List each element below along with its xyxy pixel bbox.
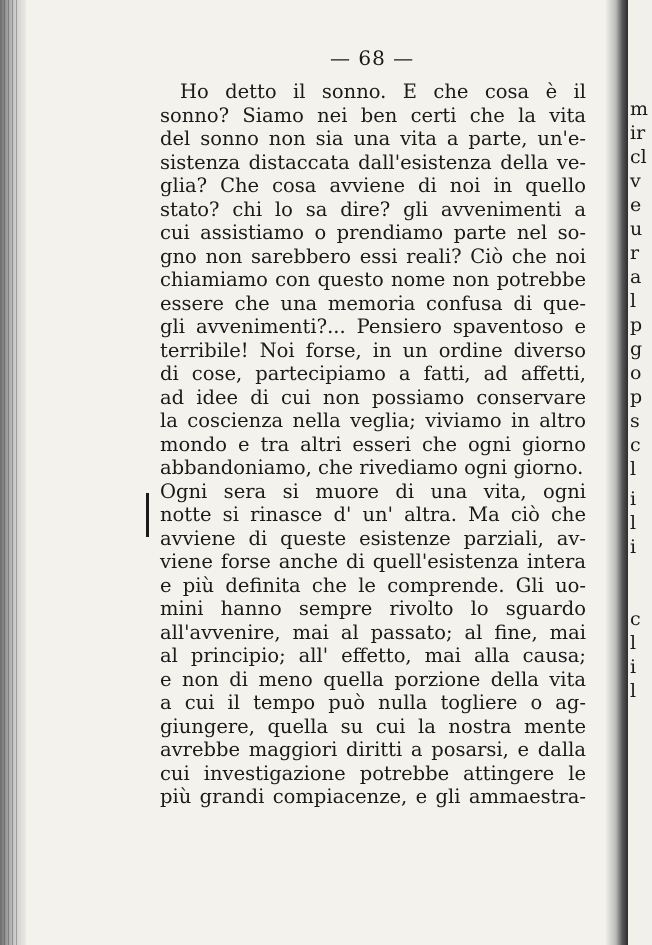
margin-mark	[146, 493, 153, 537]
next-page-edge	[628, 0, 652, 945]
next-page-fragment: a	[630, 266, 642, 288]
text-line: notte si rinasce d' un' altra. Ma ciò che	[160, 503, 586, 526]
text-line: di cose, partecipiamo a fatti, ad affetti,	[160, 362, 586, 385]
text-line: ad idee di cui non possiamo conservare	[160, 385, 586, 409]
text-line: avviene di queste esistenze parziali, av-	[160, 526, 586, 550]
next-page-fragment: p	[630, 386, 643, 408]
text-line: terribile! Noi forse, in un ordine diverso	[160, 338, 586, 362]
text-line: sonno? Siamo nei ben certi che la vita	[160, 103, 586, 127]
text-line: e non di meno quella porzione della vita	[160, 667, 586, 691]
text-line: gli avvenimenti?... Pensiero spaventoso e	[160, 315, 586, 338]
text-line: giungere, quella su cui la nostra mente	[160, 714, 586, 738]
text-line: abbandoniamo, che rivediamo ogni giorno.	[160, 456, 584, 479]
next-page-fragment: e	[630, 194, 642, 216]
book-gutter	[606, 0, 628, 945]
next-page-fragment: l	[630, 458, 637, 480]
text-line: glia? Che cosa avviene di noi in quello	[160, 174, 586, 197]
next-page-fragment: p	[630, 314, 643, 336]
text-line: essere che una memoria confusa di que-	[160, 291, 586, 315]
text-line: Ogni sera si muore di una vita, ogni	[160, 479, 586, 503]
next-page-fragment: c	[630, 608, 641, 630]
next-page-fragment: l	[630, 290, 637, 312]
next-page-fragment: m	[630, 98, 649, 120]
text-line: al principio; all' effetto, mai alla causa;	[160, 644, 586, 667]
next-page-fragment: cl	[630, 146, 647, 168]
next-page-fragment: i	[630, 536, 637, 558]
text-line: e più definita che le comprende. Gli uo-	[160, 573, 586, 597]
text-line: mondo e tra altri esseri che ogni giorno	[160, 432, 586, 456]
next-page-fragment: l	[630, 512, 637, 534]
text-line: Ho detto il sonno. E che cosa è il	[180, 80, 586, 103]
next-page-fragment: i	[630, 656, 637, 678]
next-page-fragment: c	[630, 434, 641, 456]
next-page-fragment: ir	[630, 122, 646, 144]
text-line: stato? chi lo sa dire? gli avvenimenti a	[160, 197, 586, 221]
next-page-fragment: s	[630, 410, 640, 432]
next-page-fragment: g	[630, 338, 643, 360]
text-line: cui investigazione potrebbe attingere le	[160, 761, 586, 785]
next-page-fragment: l	[630, 632, 637, 654]
body-text	[160, 80, 586, 809]
next-page-fragment: v	[630, 170, 641, 192]
book-binding	[0, 0, 26, 945]
text-line: viene forse anche di quell'esistenza intera	[160, 550, 586, 573]
page-number: — 68 —	[330, 46, 415, 70]
text-line: del sonno non sia una vita a parte, un'e-	[160, 127, 586, 150]
text-line: mini hanno sempre rivolto lo sguardo	[160, 597, 586, 620]
text-line: sistenza distaccata dall'esistenza della ve-	[160, 150, 586, 174]
next-page-fragment: u	[630, 218, 643, 240]
text-line: all'avvenire, mai al passato; al fine, mai	[160, 620, 586, 644]
text-line: cui assistiamo o prendiamo parte nel so-	[160, 221, 586, 244]
next-page-fragment: r	[630, 242, 640, 264]
next-page-fragment: i	[630, 488, 637, 510]
text-line: avrebbe maggiori diritti a posarsi, e dalla	[160, 738, 586, 761]
text-line: gno non sarebbero essi reali? Ciò che noi	[160, 244, 586, 268]
text-line: chiamiamo con questo nome non potrebbe	[160, 268, 586, 291]
binding-texture	[4, 0, 18, 945]
next-page-fragment: l	[630, 680, 637, 702]
text-line: più grandi compiacenze, e gli ammaestra-	[160, 785, 586, 808]
text-line: la coscienza nella veglia; viviamo in altro	[160, 409, 586, 432]
text-line: a cui il tempo può nulla togliere o ag-	[160, 691, 586, 714]
next-page-fragment: o	[630, 362, 642, 384]
